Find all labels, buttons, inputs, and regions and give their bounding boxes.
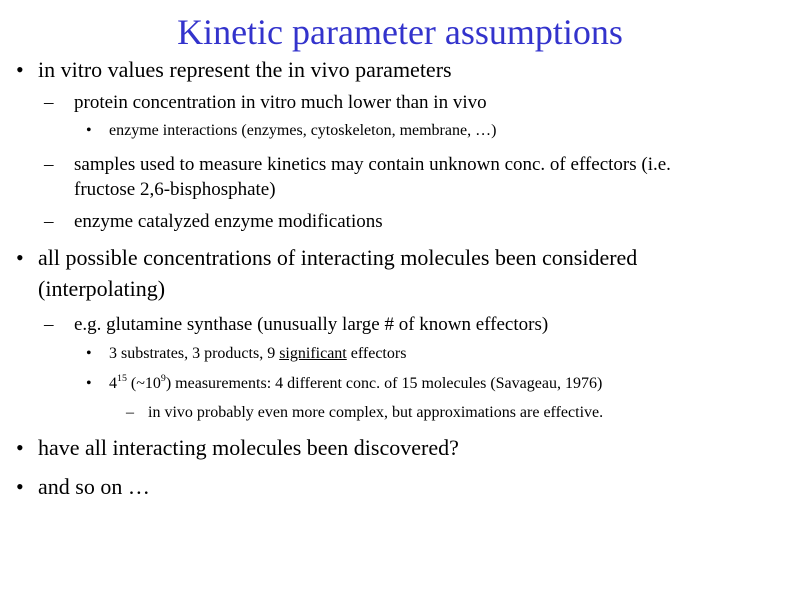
bullet-marker: • xyxy=(86,345,92,362)
subsub-substrates xyxy=(109,343,406,365)
subsubsub-in-vivo-complex: in vivo probably even more complex, but approximations are effective. xyxy=(148,404,604,421)
sub-samples-line-2: fructose 2,6-bisphosphate) xyxy=(74,179,276,200)
bullet-marker: • xyxy=(16,474,24,499)
bullet-marker: • xyxy=(16,435,24,460)
bullet-molecules-discovered: have all interacting molecules been discovered? xyxy=(38,435,459,460)
sub-enzyme-modifications: enzyme catalyzed enzyme modifications xyxy=(74,211,383,232)
bullet-and-so-on: and so on … xyxy=(38,474,150,499)
dash-marker: – xyxy=(44,92,54,113)
sub-samples-line-1: samples used to measure kinetics may contain unknown conc. of effectors (i.e. xyxy=(74,154,671,175)
bullet-marker: • xyxy=(86,122,92,139)
exponent-fifteen: 15 xyxy=(117,372,127,384)
bullet-in-vitro-values: in vitro values represent the in vivo parameters xyxy=(38,57,452,82)
dash-marker: – xyxy=(44,211,54,232)
dash-marker: – xyxy=(44,154,54,175)
slide-title: Kinetic parameter assumptions xyxy=(177,12,623,52)
bullet-concentrations-line-1: all possible concentrations of interacting molecules been considered xyxy=(38,245,638,270)
base-four: 4 xyxy=(109,375,117,392)
sub-protein-concentration: protein concentration in vitro much lower than in vivo xyxy=(74,92,487,113)
bullet-marker: • xyxy=(16,245,24,270)
dash-marker: – xyxy=(44,314,54,335)
bullet-marker: • xyxy=(16,57,24,82)
subsub-measurements xyxy=(109,373,602,395)
dash-marker: – xyxy=(126,404,134,421)
bullet-marker: • xyxy=(86,375,92,392)
approx-text: (~10 xyxy=(126,375,161,392)
substrates-text: 3 substrates, 3 products, 9 xyxy=(109,345,280,362)
sub-glutamine-synthase: e.g. glutamine synthase (unusually large # of known effectors) xyxy=(74,314,549,335)
effectors-text: effectors xyxy=(346,345,407,362)
significant-underlined: significant xyxy=(279,345,347,362)
measurements-text: ) measurements: 4 different conc. of 15 molecules (Savageau, 1976) xyxy=(165,375,603,392)
exponent-nine: 9 xyxy=(160,372,166,384)
subsub-enzyme-interactions: enzyme interactions (enzymes, cytoskeleton, membrane, …) xyxy=(109,122,497,139)
bullet-concentrations-line-2: (interpolating) xyxy=(38,276,166,301)
